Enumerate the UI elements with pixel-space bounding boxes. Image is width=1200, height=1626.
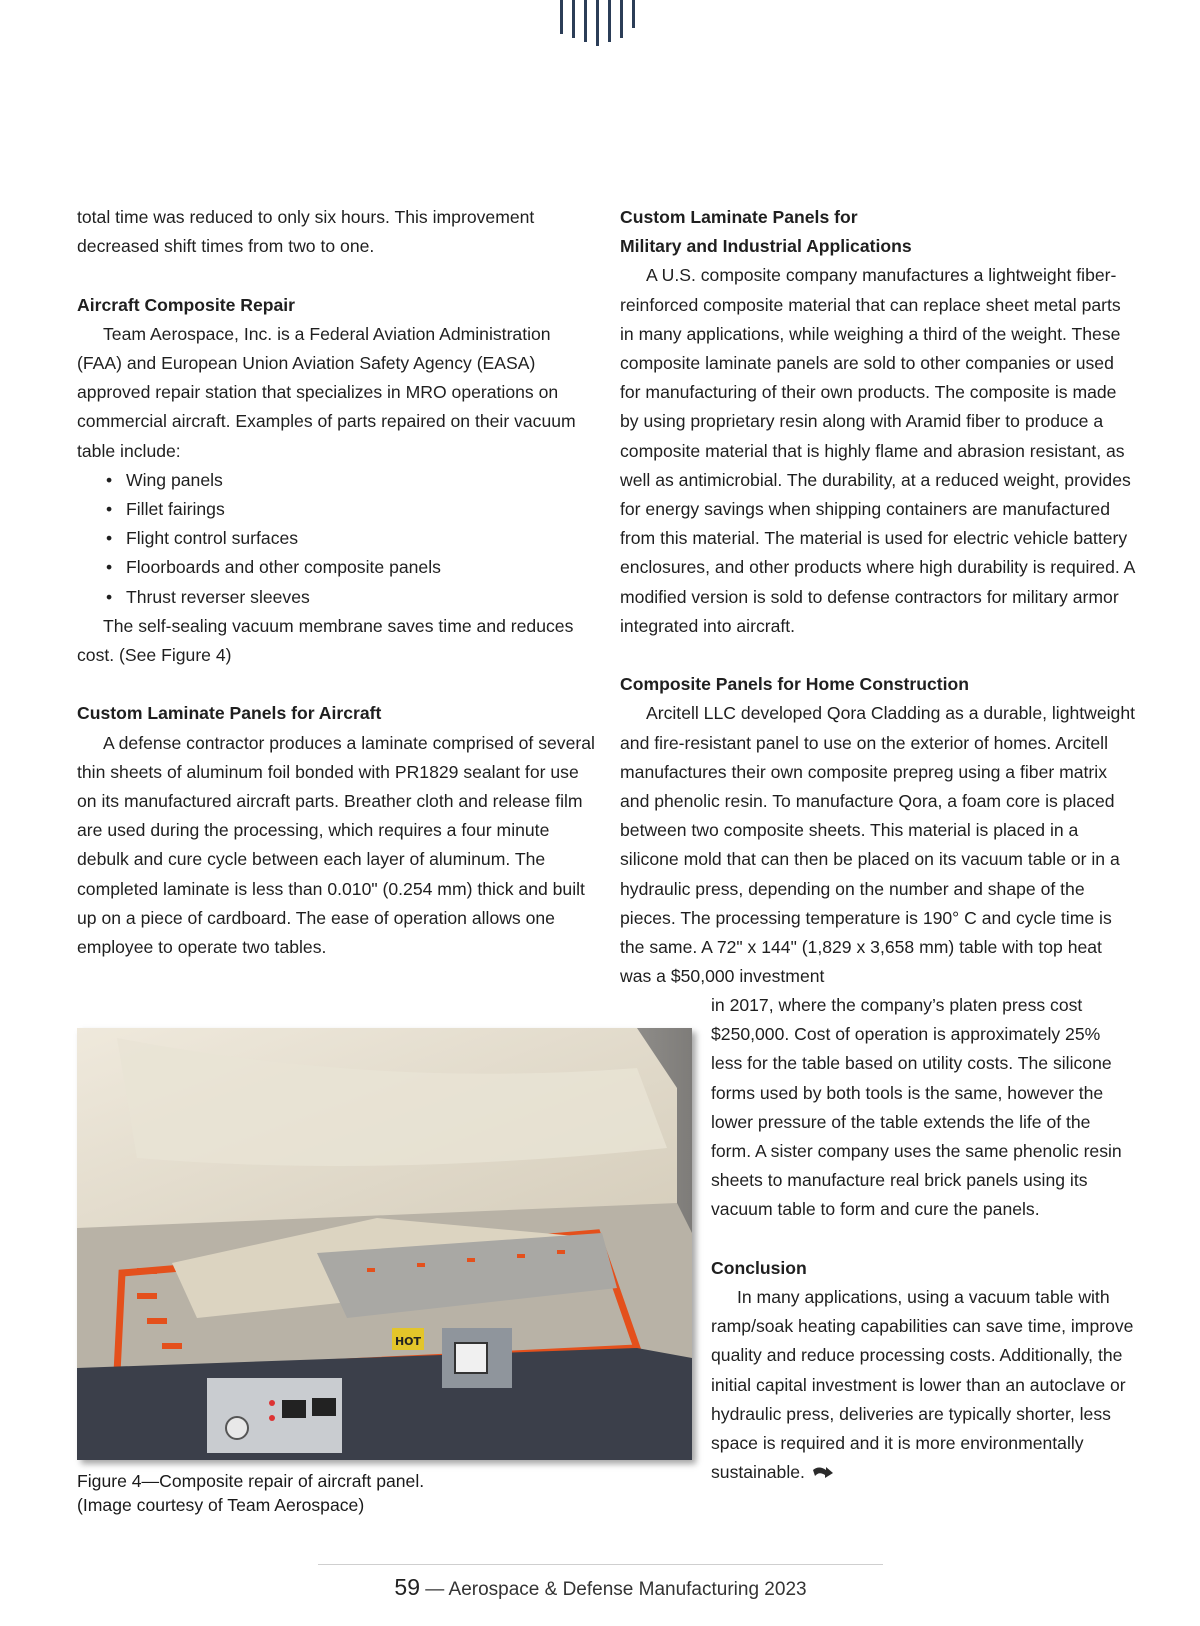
list-item: • Fillet fairings (77, 495, 597, 524)
indicator-light (269, 1400, 275, 1406)
list-item: • Thrust reverser sleeves (77, 583, 597, 612)
section-heading-conclusion: Conclusion (711, 1257, 807, 1278)
aircraft-repair-paragraph: Team Aerospace, Inc. is a Federal Aviation Administration (FAA) and European Union Aviation Safety Agency (EASA) approved repair station that specializes in MRO operations on commercial aircraft. Examples of parts repaired on their vacuum table include: (77, 323, 576, 461)
hot-sign-label: HOT (394, 1335, 422, 1348)
figure-caption-line1: Figure 4—Composite repair of aircraft panel. (77, 1471, 425, 1491)
figure-caption (77, 1469, 637, 1517)
end-of-article-arrow-icon (811, 1466, 835, 1482)
section-heading-military-line2: Military and Industrial Applications (620, 236, 912, 257)
repaired-parts-list (77, 466, 597, 612)
section-heading-aircraft-repair: Aircraft Composite Repair (77, 294, 296, 315)
right-column (620, 203, 1135, 991)
vacuum-membrane-paragraph: The self-sealing vacuum membrane saves time and reduces cost. (See Figure 4) (77, 615, 574, 666)
intro-paragraph: total time was reduced to only six hours. This improvement decreased shift times from two to one. (77, 207, 535, 257)
header-stripes-decoration (558, 0, 642, 50)
list-item: • Floorboards and other composite panels (77, 553, 597, 582)
figure-4-photo (77, 1028, 692, 1460)
footer-divider (318, 1564, 883, 1565)
indicator-light (269, 1415, 275, 1421)
home-construction-paragraph-continued: in 2017, where the company’s platen press cost $250,000. Cost of operation is approximately 25% less for the table based on utility costs. The silicone forms used by both tools is the same, however the lower pressure of the table extends the life of the form. A sister company uses the same phenolic resin sheets to manufacture real brick panels using its vacuum table to form and cure the panels. (711, 995, 1122, 1220)
military-panels-paragraph: A U.S. composite company manufactures a lightweight fiber-reinforced composite material that can replace sheet metal parts in many applications, while weighing a third of the weight. These composite laminate panels are sold to other companies or used for manufacturing of their own products. The composite is made by using proprietary resin along with Aramid fiber to produce a composite material that is highly flame and abrasion resistant, as well as antimicrobial. The durability, at a reduced weight, provides for energy savings when shipping containers are manufactured from this material. The material is used for electric vehicle battery enclosures, and other products where high durability is required. A modified version is sold to defense contractors for military armor integrated into aircraft. (620, 265, 1135, 636)
temperature-display (312, 1398, 336, 1416)
page-footer (318, 1574, 883, 1601)
vacuum-table-photo (77, 1028, 692, 1460)
publication-title: Aerospace & Defense Manufacturing 2023 (448, 1579, 807, 1600)
section-heading-laminate-aircraft: Custom Laminate Panels for Aircraft (77, 703, 382, 724)
laminate-aircraft-paragraph: A defense contractor produces a laminate comprised of several thin sheets of aluminum foil bonded with PR1829 sealant for use on its manufactured aircraft parts. Breather cloth and release film are used during the processing, which requires a four minute debulk and cure cycle between each layer of aluminum. The completed laminate is less than 0.010" (0.254 mm) thick and built up on a piece of cardboard. The ease of operation allows one employee to operate two tables. (77, 732, 595, 958)
figure-caption-line2: (Image courtesy of Team Aerospace) (77, 1495, 365, 1515)
section-heading-military-line1: Custom Laminate Panels for (620, 207, 858, 227)
table-body (77, 1348, 692, 1460)
temperature-display (282, 1400, 306, 1418)
list-item: • Flight control surfaces (77, 524, 597, 553)
home-construction-paragraph: Arcitell LLC developed Qora Cladding as a durable, lightweight and fire-resistant panel to use on the exterior of homes. Arcitell manufactures their own composite prepreg using a fiber matrix and phenolic resin. To manufacture Qora, a foam core is placed between two composite sheets. This material is placed in a silicone mold that can then be placed on its vacuum table or in a hydraulic press, depending on the number and shape of the pieces. The processing temperature is 190° C and cycle time is the same. A 72" x 144" (1,829 x 3,658 mm) table with top heat was a $50,000 investment (620, 703, 1136, 987)
conclusion-text: In many applications, using a vacuum table with ramp/soak heating capabilities can save time, improve quality and reduce processing costs. Additionally, the initial capital investment is lower than an autoclave or hydraulic press, deliveries are typically shorter, less space is required and it is more environmentally sustainable. (711, 1287, 1134, 1483)
controller-screen (455, 1343, 487, 1373)
page-number: 59 (394, 1574, 420, 1600)
list-item: • Wing panels (77, 466, 597, 495)
conclusion-paragraph (711, 1283, 1135, 1487)
right-column-wrapped (711, 991, 1135, 1487)
section-heading-home-construction: Composite Panels for Home Construction (620, 674, 969, 695)
left-column (77, 203, 597, 962)
footer-separator: — (425, 1579, 445, 1600)
gauge-icon (226, 1417, 248, 1439)
